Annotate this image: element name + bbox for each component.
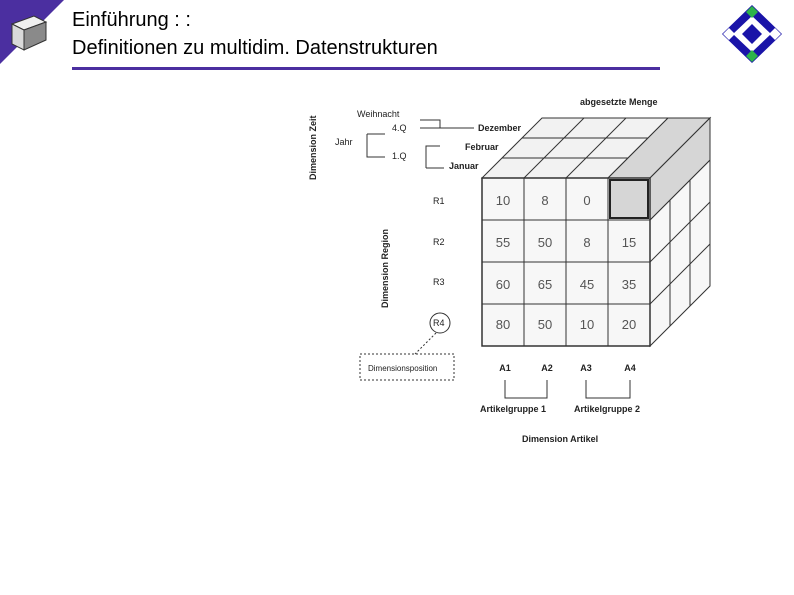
region-label: R3 — [433, 277, 445, 287]
article-labels — [499, 363, 636, 373]
region-labels — [433, 196, 445, 328]
artikelgruppe1-label: Artikelgruppe 1 — [480, 404, 547, 414]
cell-value: 80 — [495, 317, 511, 332]
artikel-axis-label: Dimension Artikel — [522, 434, 599, 444]
cell-value: 20 — [621, 317, 637, 332]
title-line-1: Einführung : : — [72, 9, 191, 31]
article-label: A2 — [541, 363, 553, 373]
abgesetzte-menge-label: abgesetzte Menge — [580, 97, 658, 107]
cell-value: 65 — [537, 277, 553, 292]
title-line-2: Definitionen zu multidim. Datenstrukturen — [72, 37, 438, 59]
region-label: R2 — [433, 237, 445, 247]
januar-label: Januar — [449, 161, 479, 171]
highlight-cell — [610, 180, 648, 218]
region-label: R4 — [433, 318, 445, 328]
r4-connector — [415, 333, 436, 354]
dimensionsposition-label: Dimensionsposition — [368, 364, 438, 373]
zeit-hierarchy — [335, 109, 522, 171]
article-label: A4 — [624, 363, 636, 373]
zeit-axis-label: Dimension Zeit — [308, 115, 318, 180]
cell-value: 0 — [583, 193, 591, 208]
artikel-brackets — [505, 380, 630, 398]
cell-value: 8 — [583, 235, 591, 250]
februar-label: Februar — [465, 142, 499, 152]
cell-value: 10 — [495, 193, 511, 208]
region-axis-label: Dimension Region — [380, 228, 390, 308]
weihnacht-label: Weihnacht — [357, 109, 400, 119]
cell-value: 50 — [537, 235, 553, 250]
cell-value: 35 — [621, 277, 637, 292]
artikelgruppe-labels — [480, 404, 640, 414]
cell-value: 45 — [579, 277, 595, 292]
region-label: R1 — [433, 196, 445, 206]
jahr-label: Jahr — [335, 137, 353, 147]
q1-label: 1.Q — [392, 151, 407, 161]
artikelgruppe2-label: Artikelgruppe 2 — [574, 404, 641, 414]
cell-value: 8 — [541, 193, 549, 208]
dezember-label: Dezember — [478, 123, 522, 133]
article-label: A3 — [580, 363, 592, 373]
cell-value: 10 — [579, 317, 595, 332]
cell-value: 60 — [495, 277, 511, 292]
cell-value: 15 — [621, 235, 637, 250]
cell-value: 55 — [495, 235, 511, 250]
q4-label: 4.Q — [392, 123, 407, 133]
article-label: A1 — [499, 363, 511, 373]
cell-value: 50 — [537, 317, 553, 332]
